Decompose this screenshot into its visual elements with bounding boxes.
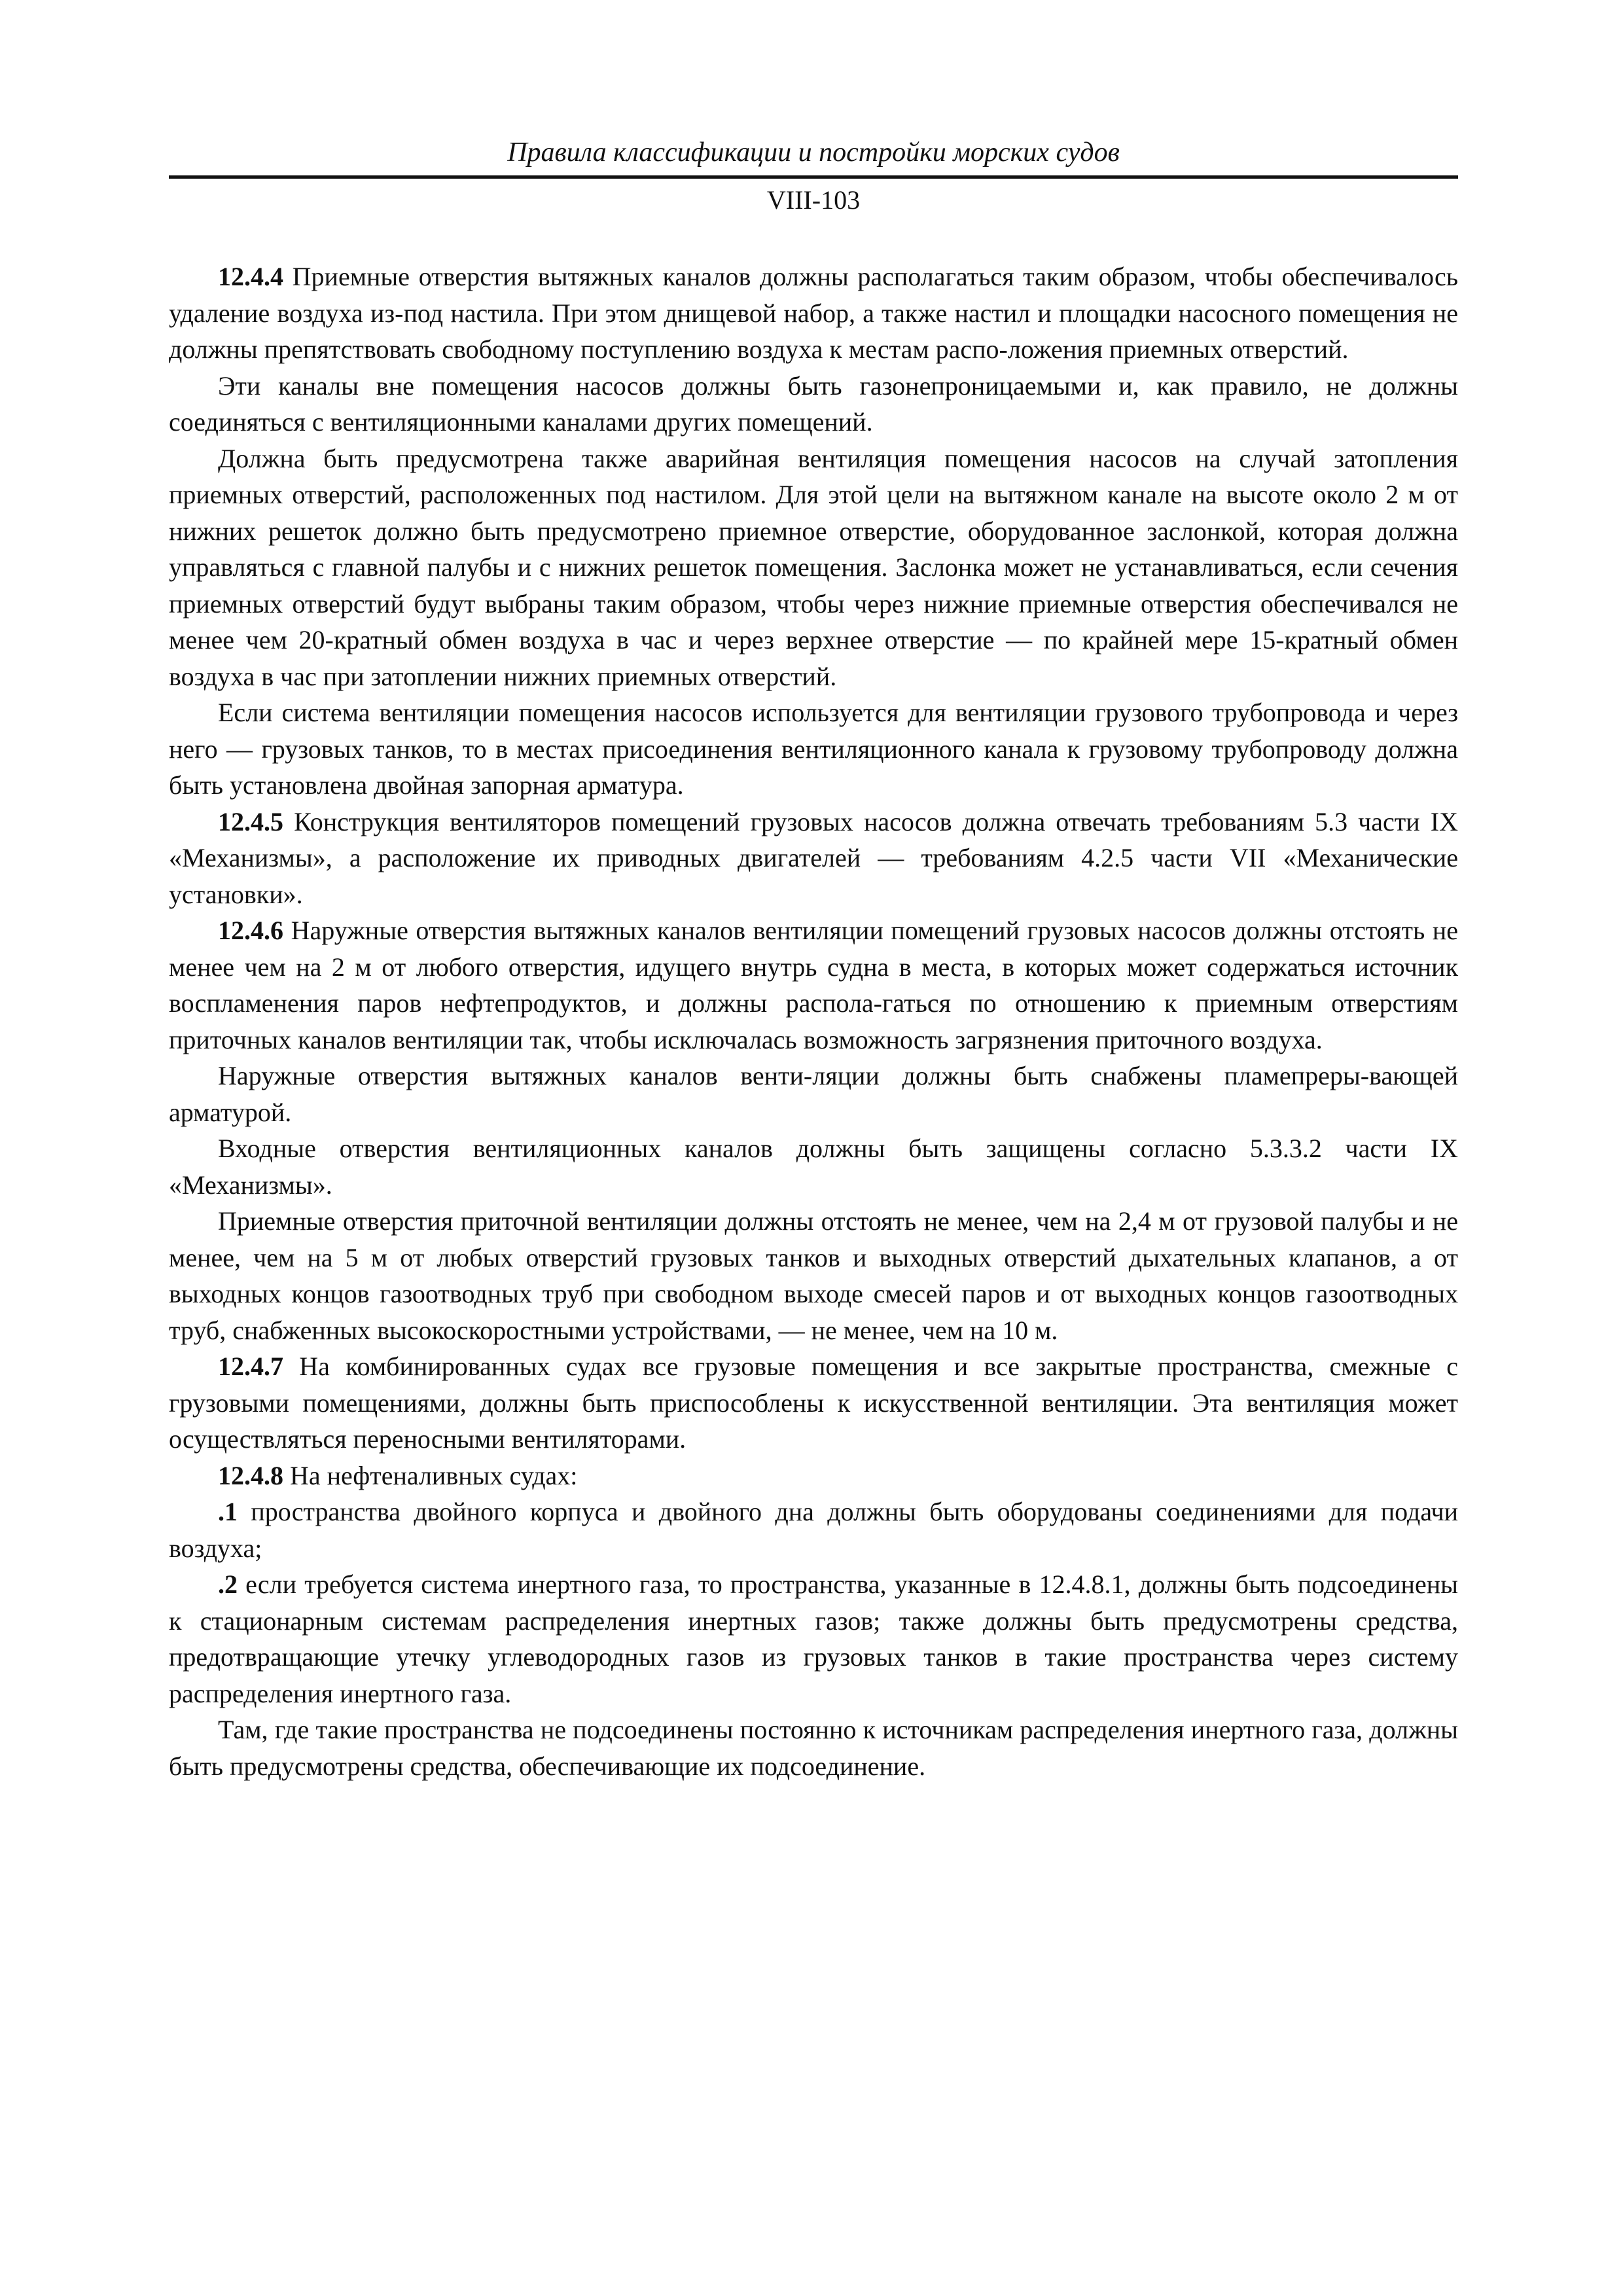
paragraph: Должна быть предусмотрена также аварийная вентиляция помещения насосов на случай затопления приемных отверстий, расположенных под настилом. Для этой цели на вытяжном канале на высоте около 2 м от нижних решеток должно быть предусмотрено приемное отверстие, оборудованное заслонкой, которая должна управляться с главной палубы и с нижних решеток помещения. Заслонка может не устанавливаться, если сечения приемных отверстий будут выбраны таким образом, чтобы через нижние приемные отверстия обеспечивался не менее чем 20-кратный обмен воздуха в час и через верхнее отверстие — по крайней мере 15-кратный обмен воздуха в час при затоплении нижних приемных отверстий. bbox=[169, 443, 1458, 691]
paragraph-12-4-4 bbox=[169, 259, 1458, 368]
document-body bbox=[169, 259, 1458, 1784]
list-item-number: .1 bbox=[218, 1497, 238, 1526]
section-number: 12.4.4 bbox=[218, 262, 283, 291]
paragraph-text: пространства двойного корпуса и двойного дна должны быть оборудованы соединениями для подачи воздуха; bbox=[169, 1497, 1458, 1563]
paragraph-text: На нефтеналивных судах: bbox=[283, 1460, 578, 1490]
paragraph-text: Конструкция вентиляторов помещений грузовых насосов должна отвечать требованиям 5.3 части IX «Механизмы», а расположение их приводных двигателей — требованиям 4.2.5 части VII «Механические установки». bbox=[169, 806, 1458, 909]
section-number: 12.4.5 bbox=[218, 806, 283, 836]
list-item-1 bbox=[169, 1494, 1458, 1566]
paragraph: Эти каналы вне помещения насосов должны быть газонепроницаемыми и, как правило, не должны соединяться с вентиляционными каналами других помещений. bbox=[169, 370, 1458, 437]
paragraph-text: если требуется система инертного газа, то пространства, указанные в 12.4.8.1, должны быть подсоединены к стационарным системам распределения инертных газов; также должны быть предусмотрены средства, предотвращающие утечку углеводородных газов из грузовых танков в такие пространства через систему распределения инертного газа. bbox=[169, 1570, 1458, 1708]
paragraph: Входные отверстия вентиляционных каналов должны быть защищены согласно 5.3.3.2 части IX «Механизмы». bbox=[169, 1134, 1458, 1200]
paragraph-text: Приемные отверстия вытяжных каналов должны располагаться таким образом, чтобы обеспечивалось удаление воздуха из-под настила. При этом днищевой набор, а также настил и площадки насосного помещения не должны препятствовать свободному поступлению воздуха к местам распо-ложения приемных отверстий. bbox=[169, 262, 1458, 364]
paragraph-12-4-7 bbox=[169, 1348, 1458, 1458]
page-number: VIII-103 bbox=[766, 185, 861, 215]
paragraph: Наружные отверстия вытяжных каналов венти-ляции должны быть снабжены пламепреры-вающей арматурой. bbox=[169, 1061, 1458, 1127]
paragraph-12-4-8 bbox=[169, 1458, 1458, 1494]
paragraph: Там, где такие пространства не подсоединены постоянно к источникам распределения инертного газа, должны быть предусмотрены средства, обеспечивающие их подсоединение. bbox=[169, 1715, 1458, 1781]
section-number: 12.4.8 bbox=[218, 1460, 283, 1490]
list-item-number: .2 bbox=[218, 1570, 238, 1599]
paragraph-text: Наружные отверстия вытяжных каналов вентиляции помещений грузовых насосов должны отстоять не менее чем на 2 м от любого отверстия, идущего внутрь судна в места, в которых может содержаться источник воспламенения паров нефтепродуктов, и должны распола-гаться по отношению к приемным отверстиям приточных каналов вентиляции так, чтобы исключалась возможность загрязнения приточного воздуха. bbox=[169, 916, 1458, 1054]
header-rule bbox=[169, 175, 1458, 179]
paragraph: Если система вентиляции помещения насосов используется для вентиляции грузового трубопровода и через него — грузовых танков, то в местах присоединения вентиляционного канала к грузовому трубопроводу должна быть установлена двойная запорная арматура. bbox=[169, 698, 1458, 800]
section-number: 12.4.7 bbox=[218, 1352, 283, 1381]
paragraph-12-4-5 bbox=[169, 804, 1458, 913]
list-item-2 bbox=[169, 1566, 1458, 1712]
paragraph-12-4-6 bbox=[169, 912, 1458, 1058]
paragraph-text: На комбинированных судах все грузовые помещения и все закрытые пространства, смежные с грузовыми помещениями, должны быть приспособлены к искусственной вентиляции. Эта вентиляция может осуществляться переносными вентиляторами. bbox=[169, 1352, 1458, 1454]
running-title: Правила классификации и постройки морских судов bbox=[507, 137, 1120, 168]
paragraph: Приемные отверстия приточной вентиляции должны отстоять не менее, чем на 2,4 м от грузовой палубы и не менее, чем на 5 м от любых отверстий грузовых танков и выходных отверстий дыхательных клапанов, а от выходных концов газоотводных труб при свободном выходе смесей паров и от выходных концов газоотводных труб, снабженных высокоскоростными устройствами, — не менее, чем на 10 м. bbox=[169, 1206, 1458, 1345]
section-number: 12.4.6 bbox=[218, 916, 283, 945]
